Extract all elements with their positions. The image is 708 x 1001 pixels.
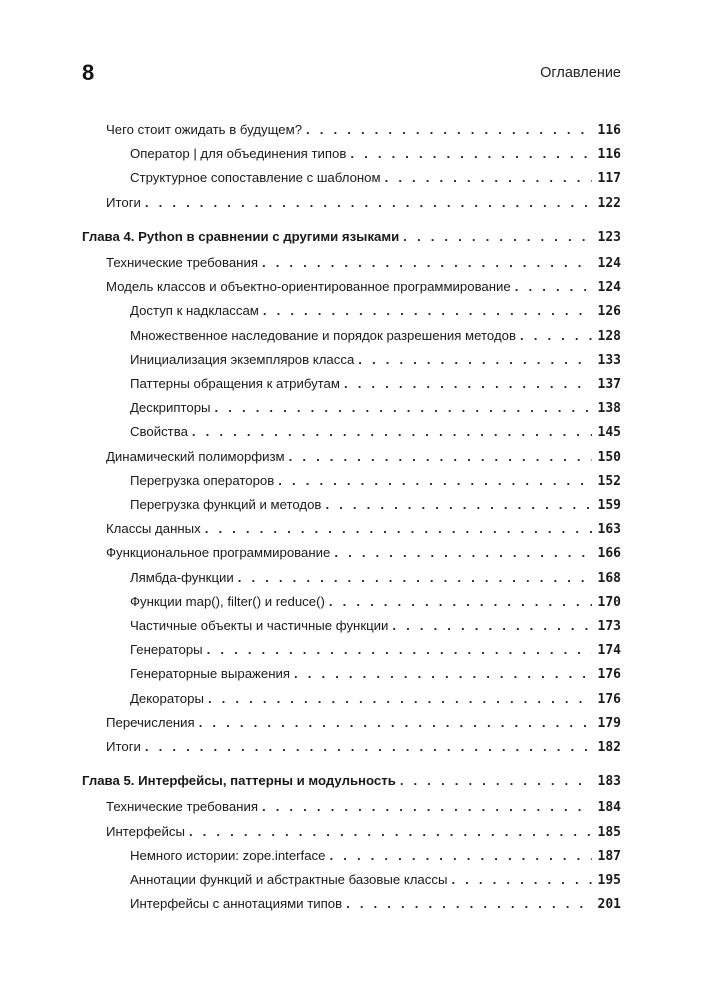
toc-entry[interactable]: [106, 518, 621, 541]
dot-leader: [262, 252, 592, 274]
toc-entry-page: 168: [597, 570, 621, 586]
toc-entry-page: 145: [597, 425, 621, 441]
dot-leader: [334, 542, 591, 564]
toc-entry-page: 201: [597, 897, 621, 913]
toc-entry-title: Доступ к надклассам: [130, 303, 259, 319]
toc-entry-title: Частичные объекты и частичные функции: [130, 618, 389, 633]
toc-entry-page: 133: [597, 352, 621, 368]
toc-entry[interactable]: [130, 663, 621, 686]
toc-entry-title: Функции map(), filter() и reduce(): [130, 593, 325, 609]
toc-entry-title: Декораторы: [130, 690, 204, 706]
toc-entry[interactable]: [106, 712, 621, 735]
dot-leader: [205, 518, 592, 540]
toc-entry-page: 179: [597, 715, 621, 731]
toc-entry-title: Чего стоит ожидать в будущем?: [106, 122, 303, 137]
toc-entry-title: Динамический полиморфизм: [106, 448, 285, 464]
dot-leader: [208, 688, 592, 710]
dot-leader: [329, 591, 592, 613]
toc-entry-title: Множественное наследование и порядок разрешения методов: [130, 327, 516, 343]
toc-entry-page: 124: [597, 280, 621, 296]
toc-entry-title: Дескрипторы: [130, 400, 211, 416]
toc-entry-page: 174: [597, 643, 621, 659]
toc-entry-page: 183: [597, 774, 621, 790]
toc-entry[interactable]: [130, 869, 621, 892]
dot-leader: [520, 325, 592, 347]
toc-entry-page: 124: [597, 256, 621, 271]
toc-entry-page: 170: [597, 594, 621, 610]
toc-entry-title: Функциональное программирование: [106, 545, 331, 561]
toc-entry[interactable]: [106, 736, 621, 759]
toc-entry-title: Генераторы: [130, 642, 203, 658]
toc-entry-page: 159: [597, 498, 621, 513]
toc-chapter-entry[interactable]: [82, 770, 621, 793]
toc-entry-title: Немного истории: zope.interface: [130, 847, 326, 863]
toc-entry-title: Структурное сопоставление с шаблоном: [130, 170, 381, 186]
toc-entry[interactable]: [106, 821, 621, 844]
toc-entry-page: 150: [597, 449, 621, 465]
toc-entry-page: 116: [597, 147, 621, 163]
toc-entry[interactable]: [130, 325, 621, 348]
toc-entry-page: 176: [597, 691, 621, 707]
toc-entry-page: 122: [597, 195, 621, 211]
dot-leader: [344, 373, 592, 395]
toc-entry[interactable]: [130, 494, 621, 517]
toc-entry-title: Аннотации функций и абстрактные базовые классы: [130, 872, 448, 887]
dot-leader: [403, 226, 591, 248]
dot-leader: [189, 821, 592, 843]
toc-entry-title: Перечисления: [106, 714, 195, 730]
dot-leader: [199, 712, 592, 734]
toc-entry-title: Перегрузка операторов: [130, 472, 275, 488]
toc-entry[interactable]: [130, 421, 621, 444]
toc-entry-page: 166: [597, 546, 621, 562]
toc-entry-title: Лямбда-функции: [130, 569, 234, 585]
toc-entry[interactable]: [130, 373, 621, 396]
dot-leader: [238, 567, 592, 589]
toc-entry[interactable]: [130, 397, 621, 420]
toc-entry-page: 117: [597, 171, 621, 187]
dot-leader: [263, 300, 592, 322]
toc-entry-page: 195: [597, 873, 621, 888]
dot-leader: [215, 397, 592, 419]
toc-entry[interactable]: [130, 349, 621, 372]
toc-entry-title: Интерфейсы: [106, 823, 185, 839]
toc-entry-page: 176: [597, 667, 621, 683]
toc-chapter-entry[interactable]: [82, 226, 621, 249]
dot-leader: [145, 192, 592, 214]
toc-entry[interactable]: [106, 252, 621, 275]
toc-entry-page: 137: [597, 377, 621, 392]
toc-entry-page: 187: [597, 848, 621, 864]
toc-entry[interactable]: [130, 893, 621, 916]
toc-entry-page: 163: [597, 522, 621, 538]
toc-entry-page: 185: [597, 824, 621, 840]
toc-entry-title: Технические требования: [106, 255, 258, 270]
dot-leader: [358, 349, 591, 371]
toc-entry[interactable]: [106, 796, 621, 819]
toc-entry-title: Паттерны обращения к атрибутам: [130, 376, 340, 391]
dot-leader: [515, 276, 592, 298]
page-number: 8: [82, 60, 95, 85]
dot-leader: [385, 167, 592, 189]
toc-entry-title: Свойства: [130, 424, 188, 440]
toc-entry[interactable]: [130, 845, 621, 868]
toc-entry[interactable]: [106, 446, 621, 469]
dot-leader: [325, 494, 591, 516]
toc-entry[interactable]: [130, 567, 621, 590]
dot-leader: [306, 119, 591, 141]
toc-entry-title: Инициализация экземпляров класса: [130, 351, 355, 367]
toc-entry-page: 128: [597, 328, 621, 344]
toc-entry-page: 138: [597, 401, 621, 417]
toc-entry[interactable]: [106, 276, 621, 299]
toc-entry-title: Технические требования: [106, 799, 258, 815]
dot-leader: [400, 770, 592, 792]
dot-leader: [278, 470, 591, 492]
toc-entry-title: Итоги: [106, 739, 141, 754]
dot-leader: [392, 615, 591, 637]
toc-entry[interactable]: [130, 615, 621, 638]
dot-leader: [451, 869, 591, 891]
dot-leader: [350, 143, 591, 165]
toc-entry[interactable]: [130, 591, 621, 614]
toc-entry[interactable]: [130, 300, 621, 323]
toc-entry-title: Оператор | для объединения типов: [130, 146, 347, 162]
toc-entry-page: 182: [597, 740, 621, 755]
dot-leader: [329, 845, 591, 867]
toc-entry-page: 184: [597, 800, 621, 816]
toc-entry[interactable]: [106, 192, 621, 215]
dot-leader: [289, 446, 592, 468]
toc-entry-title: Итоги: [106, 194, 141, 210]
dot-leader: [145, 736, 592, 758]
toc-entry-page: 126: [597, 304, 621, 320]
toc-entry-title: Глава 4. Python в сравнении с другими языками: [82, 228, 400, 244]
toc-entry[interactable]: [130, 470, 621, 493]
running-head: Оглавление: [540, 65, 621, 81]
toc-entry[interactable]: [130, 167, 621, 190]
toc-entry[interactable]: [130, 639, 621, 662]
toc-entry-title: Классы данных: [106, 521, 201, 537]
toc-entry-page: 152: [597, 473, 621, 489]
toc-entry-title: Глава 5. Интерфейсы, паттерны и модульность: [82, 773, 396, 789]
dot-leader: [294, 663, 592, 685]
toc-entry[interactable]: [130, 688, 621, 711]
toc-entry-page: 116: [597, 123, 621, 138]
toc-entry-page: 123: [597, 229, 621, 245]
dot-leader: [262, 796, 592, 818]
toc-entry[interactable]: [106, 119, 621, 142]
toc-entry-title: Перегрузка функций и методов: [130, 497, 322, 512]
toc-entry-title: Модель классов и объектно-ориентированное программирование: [106, 279, 511, 295]
dot-leader: [207, 639, 592, 661]
toc-entry-page: 173: [597, 619, 621, 634]
dot-leader: [346, 893, 591, 915]
toc-entry-title: Генераторные выражения: [130, 666, 291, 682]
toc-entry[interactable]: [130, 143, 621, 166]
toc-entry[interactable]: [106, 542, 621, 565]
dot-leader: [192, 421, 592, 443]
toc-entry-title: Интерфейсы с аннотациями типов: [130, 896, 343, 912]
